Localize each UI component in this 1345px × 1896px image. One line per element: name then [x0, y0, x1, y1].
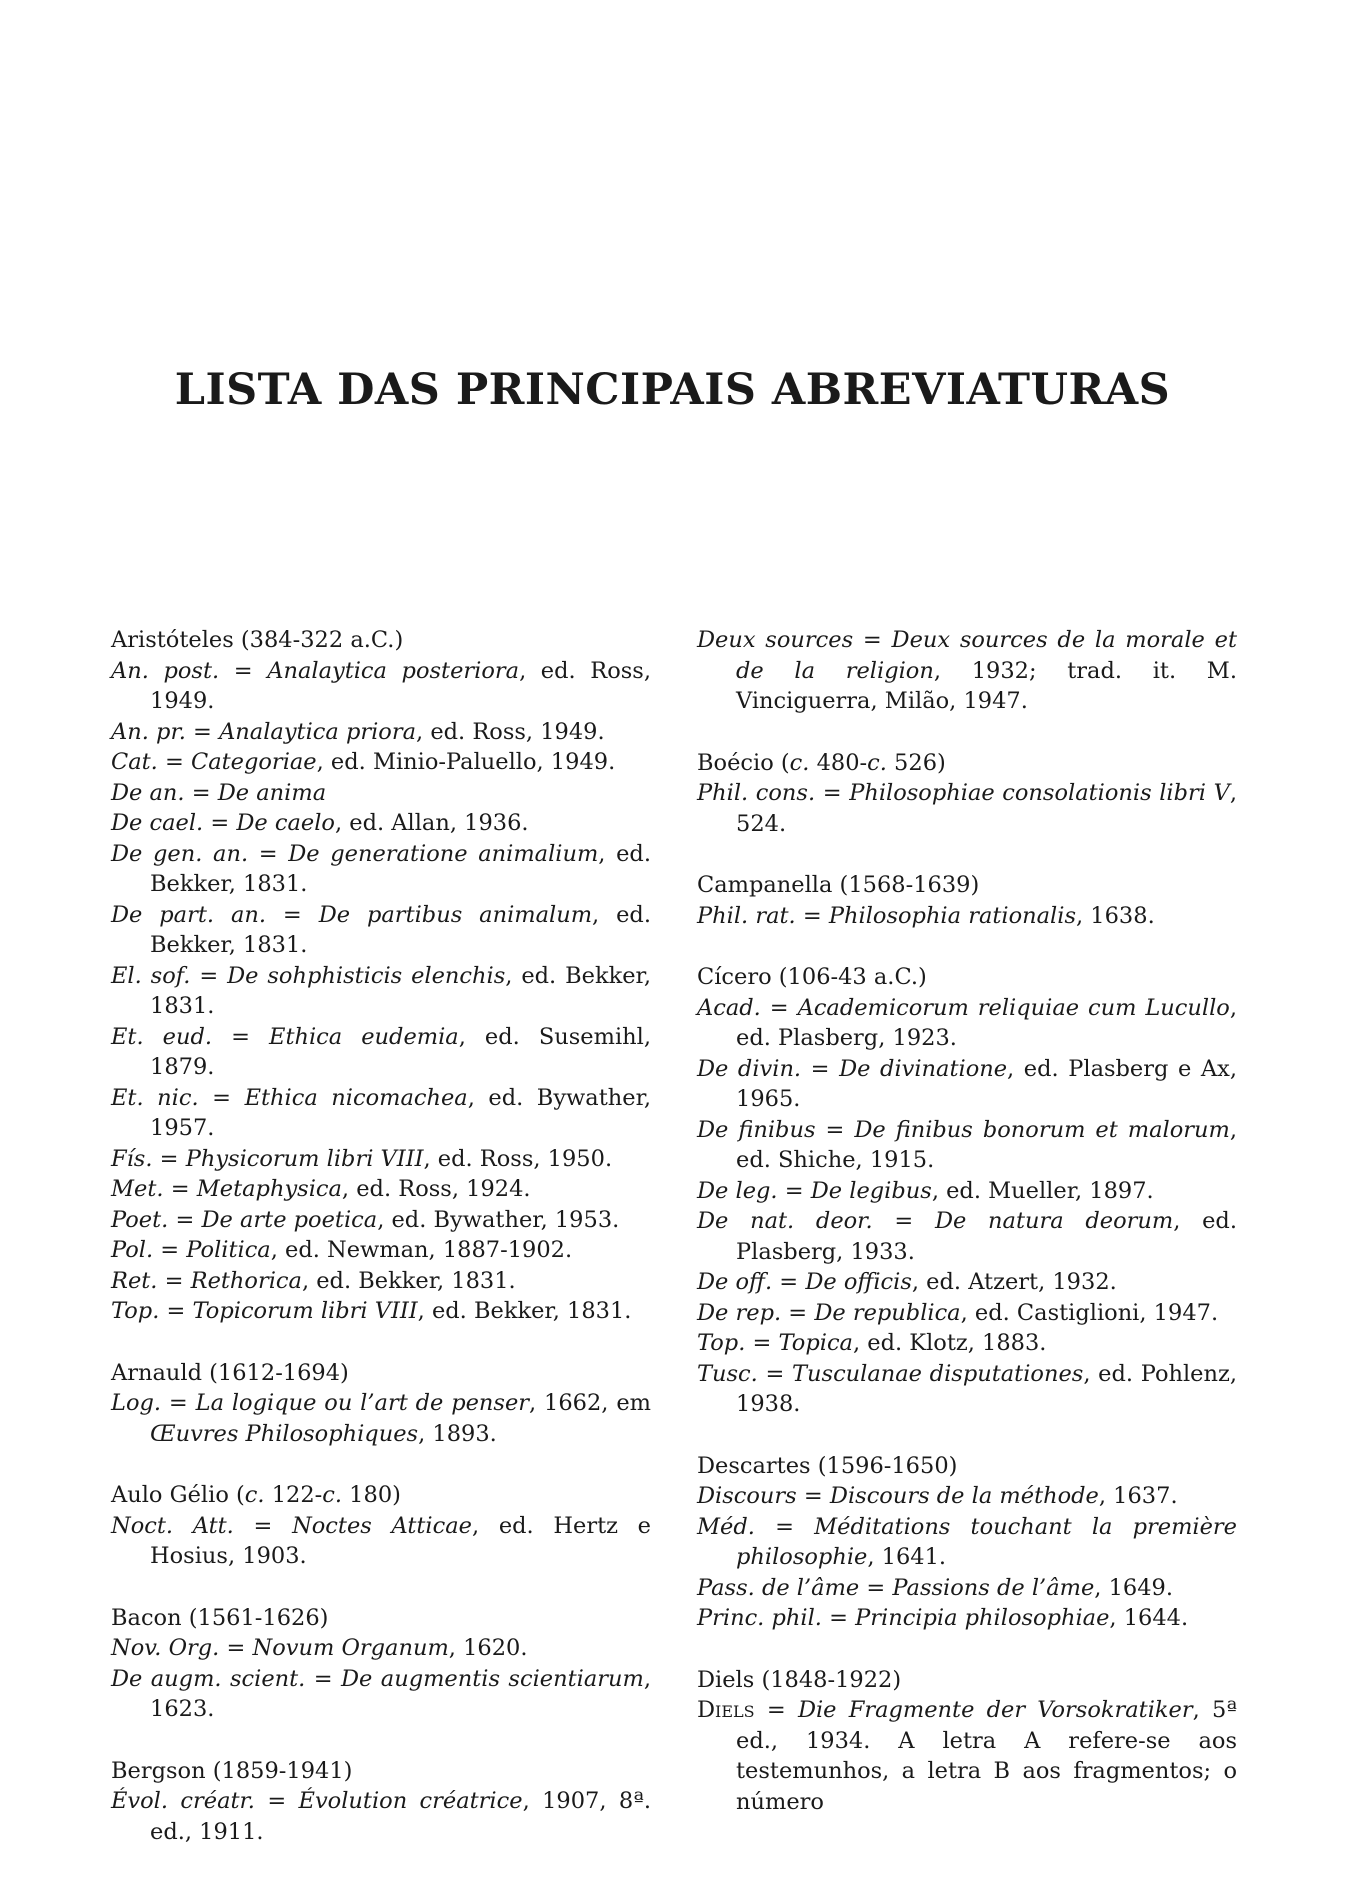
abbreviation-entry: De nat. deor. = De natura deorum, ed. Plasberg, 1933.	[697, 1208, 1237, 1265]
edition-info: , ed. Ross, 1924.	[341, 1176, 531, 1202]
work-title: De legibus	[810, 1177, 932, 1204]
author-heading: Campanella (1568-1639)	[697, 872, 980, 898]
author-entry	[111, 1603, 651, 1725]
author-dates: 526)	[886, 749, 946, 776]
author-heading	[111, 1480, 651, 1511]
abbreviation: De rep.	[697, 1299, 782, 1326]
abbreviation: De gen. an.	[111, 840, 249, 867]
edition-info: , ed. Mueller, 1897.	[931, 1177, 1154, 1204]
edition-info: , ed. Bekker, 1831.	[150, 962, 651, 1019]
abbreviation-entry: De finibus = De finibus bonorum et malorum, ed. Shiche, 1915.	[697, 1116, 1237, 1173]
work-title: De natura deorum	[934, 1208, 1174, 1234]
author-heading: Aristóteles (384-322 a.C.)	[111, 627, 404, 653]
edition-info: , 1932; trad. it. M. Vinciguerra, Milão, 1947.	[736, 657, 1238, 714]
work-title: De republica	[814, 1299, 961, 1326]
abbreviation-entry: Ret. = Rethorica, ed. Bekker, 1831.	[111, 1267, 516, 1294]
work-title: De divinatione	[839, 1055, 1008, 1082]
abbreviation: De an.	[111, 779, 185, 806]
work-title: Metaphysica	[196, 1176, 342, 1202]
page-title: LISTA DAS PRINCIPAIS ABREVIATURAS	[174, 365, 1171, 415]
abbreviation-entry: Deux sources = Deux sources de la morale et de la religion, 1932; trad. it. M. Vinciguerra, Milão, 1947.	[697, 627, 1238, 714]
work-title: Évolution créatrice	[298, 1788, 523, 1814]
work-title: Politica	[186, 1237, 271, 1263]
work-title: Deux sources de la morale et de la religion	[736, 627, 1237, 684]
edition-info: , 524.	[736, 780, 1237, 837]
abbreviation: Nov. Org.	[111, 1635, 220, 1661]
abbreviation-entry: De part. an. = De partibus animalum, ed. Bekker, 1831.	[111, 901, 651, 958]
edition-info: , 1644.	[1109, 1605, 1189, 1631]
abbreviation: Princ. phil.	[697, 1605, 822, 1631]
abbreviation-entry: Cat. = Categoriae, ed. Minio-Paluello, 1949.	[111, 749, 616, 775]
edition-info: , 1893.	[418, 1420, 497, 1447]
abbreviation-entry: Discours = Discours de la méthode, 1637.	[697, 1483, 1178, 1509]
author-entry	[697, 962, 1237, 1420]
abbreviation-entry: De gen. an. = De generatione animalium, ed. Bekker, 1831.	[111, 840, 651, 897]
work-title: De officis	[805, 1269, 912, 1295]
author-heading: Diels (1848-1922)	[697, 1666, 902, 1693]
abbreviation: De off.	[697, 1269, 773, 1295]
work-title: Ethica nicomachea	[244, 1084, 468, 1111]
author-dates: 180)	[342, 1482, 401, 1508]
abbreviation: Discours	[697, 1483, 797, 1509]
edition-info: , 1649.	[1094, 1574, 1173, 1601]
work-title: Ethica eudemia	[269, 1023, 459, 1050]
work-title: Topica	[778, 1330, 853, 1356]
abbreviation-entry: Diels = Die Fragmente der Vorsokratiker, 5ª ed., 1934. A letra A refere-se aos testemunhos, a letra B aos fragmentos; o número	[697, 1697, 1237, 1815]
abbreviation-entry: Acad. = Academicorum reliquiae cum Lucullo, ed. Plasberg, 1923.	[697, 994, 1237, 1051]
author-entry	[111, 625, 651, 1327]
abbreviation: De leg.	[697, 1177, 778, 1204]
abbreviation-entry: Top. = Topicorum libri VIII, ed. Bekker, 1831.	[111, 1298, 632, 1324]
author-heading: Arnauld (1612-1694)	[111, 1359, 349, 1386]
work-title: Méditations touchant la première philosophie	[736, 1513, 1237, 1570]
work-title: Categoriae	[191, 749, 317, 775]
abbreviation-entry: Et. nic. = Ethica nicomachea, ed. Bywather, 1957.	[111, 1084, 651, 1141]
author-name: Aulo Gélio (	[111, 1482, 245, 1508]
edition-info: , ed. Bywather, 1957.	[150, 1084, 651, 1141]
author-entry	[111, 1756, 651, 1848]
work-title: Principia philosophiae	[855, 1605, 1110, 1631]
edition-info: , ed. Bekker, 1831.	[150, 901, 651, 958]
edition-info: , ed. Castiglioni, 1947.	[960, 1299, 1219, 1326]
edition-info: , 1623.	[150, 1665, 651, 1722]
author-entry	[697, 1665, 1237, 1818]
abbreviation-entry: De an. = De anima	[111, 779, 327, 806]
abbreviation: Cat.	[111, 749, 158, 775]
work-title: Novum Organum	[252, 1635, 449, 1661]
author-heading: Cícero (106-43 a.C.)	[697, 964, 927, 990]
edition-info: , ed. Klotz, 1883.	[852, 1330, 1047, 1356]
edition-info: , ed. Allan, 1936.	[334, 810, 529, 836]
abbreviation: Fís.	[111, 1145, 153, 1172]
abbreviation: Tusc.	[697, 1360, 758, 1387]
work-title: De partibus animalum	[318, 901, 593, 928]
abbreviation-entry: Met. = Metaphysica, ed. Ross, 1924.	[111, 1176, 531, 1202]
abbreviation: Top.	[111, 1298, 160, 1324]
abbreviation: De augm. scient.	[111, 1665, 306, 1692]
author-heading: Descartes (1596-1650)	[697, 1452, 958, 1479]
abbreviation-entry: Noct. Att. = Noctes Atticae, ed. Hertz e Hosius, 1903.	[111, 1512, 651, 1569]
work-title: Noctes Atticae	[292, 1512, 472, 1539]
abbreviation: De divin.	[697, 1055, 802, 1082]
edition-info: , 1638.	[1076, 902, 1155, 929]
abbreviation: An. pr.	[111, 718, 186, 745]
author-entry	[697, 1451, 1237, 1634]
work-title: De sohphisticis elenchis	[227, 962, 506, 989]
abbreviation-entry: Méd. = Méditations touchant la première philosophie, 1641.	[697, 1513, 1237, 1570]
work-title: Academicorum reliquiae cum Lucullo	[797, 994, 1230, 1021]
abbreviation: Phil. cons.	[697, 780, 816, 806]
author-entry	[697, 748, 1237, 840]
work-title: Discours de la méthode	[829, 1483, 1099, 1509]
edition-info: , ed. Bekker, 1831.	[301, 1267, 516, 1294]
abbreviation: De finibus	[697, 1116, 816, 1143]
edition-info: , ed. Minio-Paluello, 1949.	[316, 749, 616, 775]
abbreviation-entry: Nov. Org. = Novum Organum, 1620.	[111, 1635, 528, 1661]
author-heading: Bergson (1859-1941)	[111, 1757, 353, 1784]
work-title: Die Fragmente der Vorsokratiker	[797, 1697, 1193, 1723]
work-title: De anima	[217, 779, 327, 806]
abbreviation-entry: El. sof. = De sohphisticis elenchis, ed. Bekker, 1831.	[111, 962, 651, 1019]
work-title: Philosophia rationalis	[828, 902, 1076, 929]
right-column	[697, 625, 1237, 1848]
abbreviation-entry: Phil. rat. = Philosophia rationalis, 1638.	[697, 902, 1155, 929]
edition-info: , 1641.	[867, 1544, 947, 1570]
abbreviation-entry: An. post. = Analaytica posteriora, ed. Ross, 1949.	[111, 657, 651, 714]
work-title: De generatione animalium	[288, 840, 599, 867]
edition-info: , 5ª ed., 1934. A letra A refere-se aos testemunhos, a letra B aos fragmentos; o número	[736, 1697, 1237, 1815]
abbreviation: De nat. deor.	[697, 1208, 873, 1234]
work-title: De finibus bonorum et malorum	[854, 1116, 1230, 1143]
abbreviation-entry: De leg. = De legibus, ed. Mueller, 1897.	[697, 1177, 1154, 1204]
abbreviation-entry: An. pr. = Analaytica priora, ed. Ross, 1949.	[111, 718, 605, 745]
abbreviation: Noct. Att.	[111, 1512, 234, 1539]
abbreviation: Ret.	[111, 1267, 158, 1294]
abbreviation: Acad.	[697, 994, 761, 1021]
work-title: La logique ou l’art de penser	[195, 1390, 530, 1416]
edition-info: , 1637.	[1098, 1483, 1178, 1509]
work-title: Analaytica priora	[219, 718, 417, 745]
abbreviation-entry: Top. = Topica, ed. Klotz, 1883.	[697, 1330, 1047, 1356]
author-entry	[697, 870, 1237, 931]
abbreviation: Log.	[111, 1390, 162, 1416]
author-heading	[697, 748, 1237, 779]
author-heading: Bacon (1561-1626)	[111, 1604, 329, 1631]
circa-mark: c.	[244, 1482, 265, 1508]
author-entry	[111, 1358, 651, 1450]
abbreviation-entry: Pol. = Politica, ed. Newman, 1887-1902.	[111, 1237, 573, 1263]
abbreviation-entry: Log. = La logique ou l’art de penser, 1662, em Œuvres Philosophiques, 1893.	[111, 1390, 651, 1447]
edition-info: , ed. Shiche, 1915.	[736, 1116, 1237, 1173]
abbreviation-entry: Phil. cons. = Philosophiae consolationis libri V, 524.	[697, 780, 1237, 837]
abbreviation-entry: Et. eud. = Ethica eudemia, ed. Susemihl, 1879.	[111, 1023, 651, 1080]
edition-info: , ed. Hertz e Hosius, 1903.	[150, 1512, 651, 1569]
work-title: Passions de l’âme	[892, 1574, 1095, 1601]
edition-info: , ed. Atzert, 1932.	[911, 1269, 1117, 1295]
edition-info: , ed. Pohlenz, 1938.	[736, 1360, 1237, 1417]
abbreviation-entry: De off. = De officis, ed. Atzert, 1932.	[697, 1269, 1117, 1295]
circa-mark: c.	[789, 749, 810, 776]
edition-info: , ed. Bekker, 1831.	[417, 1298, 632, 1324]
edition-info: , ed. Newman, 1887-1902.	[270, 1237, 573, 1263]
work-title: Œuvres Philosophiques	[150, 1420, 419, 1447]
work-title: Physicorum libri VIII	[185, 1145, 424, 1172]
abbreviation: De part. an.	[111, 901, 267, 928]
abbreviation: Met.	[111, 1176, 164, 1202]
work-title: Analaytica posteriora	[267, 657, 520, 684]
work-title: Tusculanae disputationes	[792, 1360, 1084, 1387]
abbreviation: Et. eud.	[111, 1023, 213, 1050]
edition-info: , ed. Bekker, 1831.	[150, 840, 651, 897]
abbreviation-entry: De divin. = De divinatione, ed. Plasberg e Ax, 1965.	[697, 1055, 1237, 1112]
abbreviation: Et. nic.	[111, 1084, 199, 1111]
work-title: De caelo	[236, 810, 335, 836]
abbreviation-entry: Évol. créatr. = Évolution créatrice, 1907, 8ª. ed., 1911.	[111, 1788, 652, 1845]
abbreviation-entry: Princ. phil. = Principia philosophiae, 1644.	[697, 1605, 1189, 1631]
edition-info: , ed. Plasberg, 1933.	[736, 1208, 1237, 1265]
author-dates: 122-	[264, 1482, 323, 1508]
abbreviation: Pass. de l’âme	[697, 1574, 860, 1601]
abbreviation-entry: Poet. = De arte poetica, ed. Bywather, 1953.	[111, 1206, 620, 1233]
edition-info: , ed. Ross, 1950.	[423, 1145, 613, 1172]
author-entry	[697, 625, 1237, 717]
abbreviation: An. post.	[111, 657, 220, 684]
abbreviation: Top.	[697, 1330, 746, 1356]
edition-info: , 1620.	[448, 1635, 528, 1661]
abbreviation: Évol. créatr.	[111, 1788, 255, 1814]
work-title: De augmentis scientiarum	[341, 1665, 644, 1692]
edition-info: , ed. Plasberg e Ax, 1965.	[736, 1055, 1237, 1112]
edition-info: , ed. Ross, 1949.	[416, 718, 605, 745]
edition-info: , ed. Susemihl, 1879.	[150, 1023, 651, 1080]
left-column	[111, 625, 651, 1878]
abbreviation: El. sof.	[111, 962, 191, 989]
circa-mark: c.	[867, 749, 887, 776]
abbreviation-entry: Pass. de l’âme = Passions de l’âme, 1649.	[697, 1574, 1173, 1601]
abbreviation-entry: Tusc. = Tusculanae disputationes, ed. Pohlenz, 1938.	[697, 1360, 1237, 1417]
author-entry	[111, 1480, 651, 1572]
abbreviation-entry: De cael. = De caelo, ed. Allan, 1936.	[111, 810, 529, 836]
abbreviation-entry: Fís. = Physicorum libri VIII, ed. Ross, 1950.	[111, 1145, 613, 1172]
circa-mark: c.	[322, 1482, 343, 1508]
work-title: Topicorum libri VIII	[192, 1298, 418, 1324]
abbreviation-entry: De augm. scient. = De augmentis scientiarum, 1623.	[111, 1665, 651, 1722]
edition-info: , 1907, 8ª. ed., 1911.	[150, 1788, 652, 1845]
abbreviation: Deux sources	[697, 627, 854, 653]
work-title: De arte poetica	[201, 1206, 378, 1233]
abbreviation: De cael.	[111, 810, 204, 836]
edition-info: , ed. Ross, 1949.	[150, 657, 651, 714]
abbreviation: Diels	[697, 1697, 755, 1723]
abbreviation-entry: De rep. = De republica, ed. Castiglioni, 1947.	[697, 1299, 1219, 1326]
author-name: Boécio (	[697, 749, 790, 776]
abbreviation: Pol.	[111, 1237, 154, 1263]
edition-info: , 1662, em	[529, 1390, 651, 1416]
work-title: Rethorica	[190, 1267, 302, 1294]
edition-info: , ed. Plasberg, 1923.	[736, 994, 1237, 1051]
abbreviation: Phil. rat.	[697, 902, 796, 929]
author-dates: 480-	[809, 749, 868, 776]
abbreviation: Méd.	[697, 1513, 755, 1540]
edition-info: , ed. Bywather, 1953.	[377, 1206, 620, 1233]
abbreviation: Poet.	[111, 1206, 169, 1233]
work-title: Philosophiae consolationis libri V	[849, 780, 1230, 806]
